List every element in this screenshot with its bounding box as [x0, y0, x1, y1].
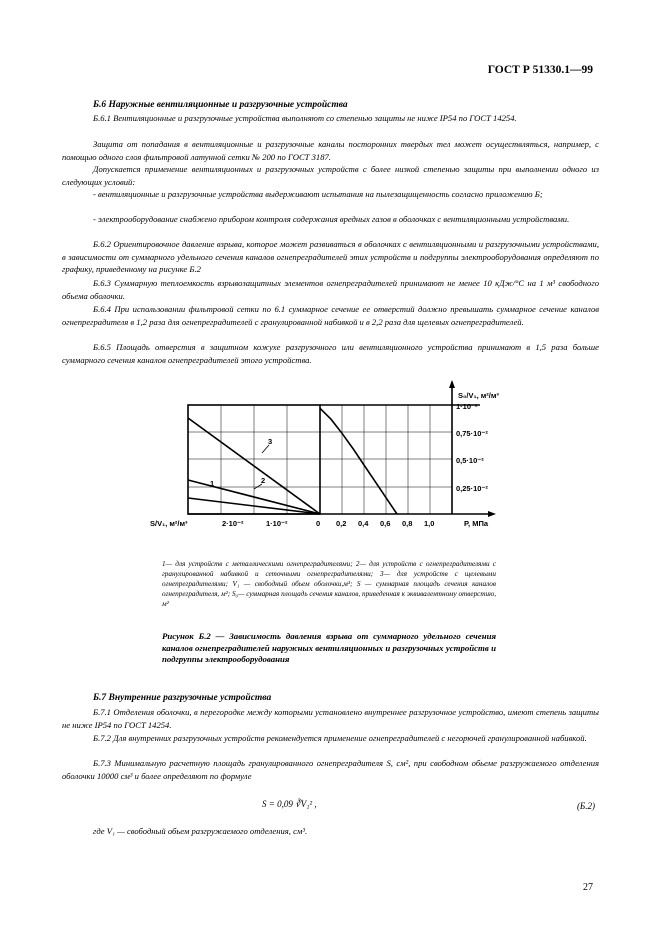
- section-title-b7: Б.7 Внутренние разгрузочные устройства: [93, 693, 272, 703]
- paragraph-b7-2: Б.7.2 Для внутренних разгрузочных устройств рекомендуется применение огнепреградителей с негорючей гранулированной набивкой.: [93, 733, 587, 743]
- right-axis-arrow: [449, 380, 455, 388]
- x-tick-label-4: 0,8: [402, 519, 413, 528]
- left-tick-label-1: 2·10⁻²: [222, 519, 244, 528]
- section-title-b6: Б.6 Наружные вентиляционные и разгрузочные устройства: [93, 100, 348, 110]
- page-number: 27: [583, 882, 593, 893]
- right-tick-label-1: 1·10⁻²: [456, 402, 478, 411]
- figure-legend: 1— для устройств с металлическими огнепреградителями; 2— для устройств с огнепреградителями с гранулированной набивкой и сеточными огнепреградителями; 3— для устройств с щелевыми огнепреградителями; V₁ — свободный обьем оболочки,м³; S — суммарная площадь сечения каналов огнепреградителя, м²; S₀— суммарная площадь сечения каналов, приведенная к эквивалентному отверстию, м²: [162, 560, 496, 608]
- series-label-2: 2: [261, 476, 266, 485]
- paragraph-b7-3: Б.7.3 Минимальную расчетную площадь гранулированного огнепреградителя S, см², при свободном обьеме разгружаемого отделения оболочки 10000 см³ и более определяют по формуле: [62, 758, 599, 781]
- paragraph-b6-1-protection: Защита от попадания в вентиляционные и разгрузочные каналы посторонних твердых тел может осуществляться, например, с помощью одного слоя фильтровой латунной сетки № 200 по ГОСТ 3187.: [62, 139, 599, 162]
- formula-b2: S = 0,09 ∛V₁² ,: [262, 799, 317, 809]
- x-tick-label-0: 0: [316, 519, 321, 528]
- formula-where-text: где V₁ — свободный обьем разгружаемого отделения, см³.: [93, 826, 308, 836]
- paragraph-b6-3: Б.6.3 Суммарную теплоемкость взрывозащитных элементов огнепреградителей принимают не менее 10 кДж/°С на 1 м³ свободного обьема оболочки.: [62, 278, 599, 301]
- x-axis-label: P, МПа: [464, 519, 489, 528]
- left-tick-label-2: 1·10⁻²: [266, 519, 288, 528]
- right-tick-label-4: 0,25·10⁻²: [456, 484, 488, 493]
- document-header: ГОСТ Р 51330.1—99: [487, 64, 593, 76]
- series-label-1: 1: [210, 479, 215, 488]
- paragraph-b6-2: Б.6.2 Ориентировочное давление взрыва, которое может развиваться в оболочках с вентиляционными и разгрузочными устройствами, в зависимости от суммарного удельного сечения каналов огнепреградителей этих устройств и подгруппы электрооборудования определяют по графику, приведенному на рисунке Б.2: [62, 239, 599, 274]
- figure-b2-chart: [150, 380, 510, 540]
- paragraph-b6-4: Б.6.4 При использовании фильтровой сетки по 6.1 суммарное сечение ее отверстий должно превышать суммарное сечение каналов огнепреградителя в 1,2 раза для огнепреградителей с гранулированной набивкой и в 2,2 раза для щелевых огнепреградителей.: [62, 304, 599, 327]
- label-3-leader: [262, 445, 269, 453]
- right-tick-label-3: 0,5·10⁻²: [456, 456, 484, 465]
- series-pressure-curve: [320, 408, 397, 514]
- x-axis-arrow: [488, 511, 496, 517]
- right-axis-label: S₀/V₁, м²/м³: [458, 391, 499, 400]
- paragraph-b7-1: Б.7.1 Отделения оболочки, в перегородке между которыми установлено внутреннее разгрузочное устройство, имеют степень защиты не ниже IP54 по ГОСТ 14254.: [62, 707, 599, 730]
- paragraph-b6-1: Б.6.1 Вентиляционные и разгрузочные устройства выполняют со степенью защиты не ниже IP54 по ГОСТ 14254.: [93, 113, 517, 123]
- x-tick-label-5: 1,0: [424, 519, 435, 528]
- x-tick-label-3: 0,6: [380, 519, 391, 528]
- figure-title: Рисунок Б.2 — Зависимость давления взрыва от суммарного удельного сечения каналов огнепреградителей наружных вентиляционных и разгрузочных устройств и подгруппы электрооборудования: [162, 631, 496, 664]
- paragraph-b6-5: Б.6.5 Площадь отверстия в защитном кожухе разгрузочного или вентиляционного устройства принимают в 1,5 раза больше суммарного сечения каналов огнепреградителей этого устройства.: [62, 342, 599, 365]
- equation-number: (Б.2): [576, 801, 595, 811]
- series-label-3: 3: [268, 437, 273, 446]
- x-tick-label-1: 0,2: [336, 519, 347, 528]
- paragraph-b6-1-allowed: Допускается применение вентиляционных и разгрузочных устройств с более низкой степенью защиты при выполнении одного из следующих условий:: [62, 164, 599, 187]
- paragraph-b6-1-cond2: - электрооборудование снабжено прибором контроля содержания вредных газов в оболочках с вентиляционными устройствами.: [93, 214, 570, 224]
- left-axis-label: S/V₁, м²/м³: [150, 519, 188, 528]
- paragraph-b6-1-cond1: - вентиляционные и разгрузочные устройства выдерживают испытания на пылезащищенность согласно приложению Б;: [93, 189, 543, 199]
- x-tick-label-2: 0,4: [358, 519, 369, 528]
- right-tick-label-2: 0,75·10⁻²: [456, 429, 488, 438]
